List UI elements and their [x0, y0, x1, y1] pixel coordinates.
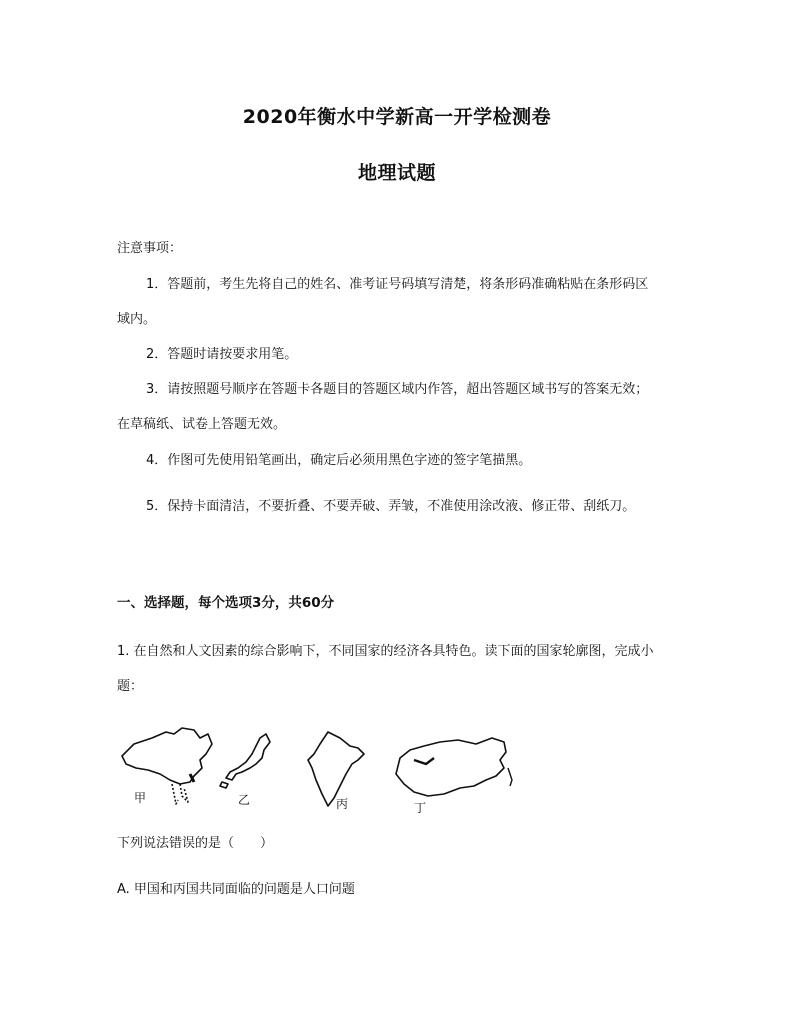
notice-item: 4．作图可先使用铅笔画出，确定后必须用黑色字迹的签字笔描黑。	[146, 453, 532, 468]
country-outline-maps	[114, 724, 524, 834]
option-a: A. 甲国和丙国共同面临的问题是人口问题	[117, 882, 355, 897]
exam-subtitle: 地理试题	[357, 162, 436, 184]
notice-item: 1．答题前，考生先将自己的姓名、准考证号码填写清楚，将条形码准确粘贴在条形码区	[146, 277, 649, 292]
map-label-yi: 乙	[238, 793, 251, 807]
map-yi	[220, 734, 270, 807]
map-bing	[308, 732, 364, 811]
question-prompt: 下列说法错误的是（ ）	[117, 836, 274, 851]
notice-item: 2．答题时请按要求用笔。	[146, 347, 298, 362]
notice-item-continued: 域内。	[117, 312, 157, 327]
section-heading: 一、选择题，每个选项3分，共60分	[117, 595, 335, 611]
map-label-bing: 丙	[336, 797, 349, 811]
notice-item: 5．保持卡面清洁，不要折叠、不要弄破、弄皱，不准使用涂改液、修正带、刮纸刀。	[146, 499, 636, 514]
map-jia	[122, 728, 212, 805]
exam-title: 2020年衡水中学新高一开学检测卷	[242, 106, 552, 128]
notice-item: 3．请按照题号顺序在答题卡各题目的答题区域内作答，超出答题区域书写的答案无效；	[146, 382, 649, 397]
map-label-ding: 丁	[414, 801, 427, 815]
map-label-jia: 甲	[134, 791, 147, 805]
notice-item-continued: 在草稿纸、试卷上答题无效。	[117, 417, 287, 432]
question-stem-continued: 题：	[117, 679, 144, 694]
question-stem: 1. 在自然和人文因素的综合影响下，不同国家的经济各具特色。读下面的国家轮廓图，完成小	[117, 644, 654, 659]
map-ding	[396, 738, 512, 815]
notice-heading: 注意事项：	[117, 241, 183, 256]
